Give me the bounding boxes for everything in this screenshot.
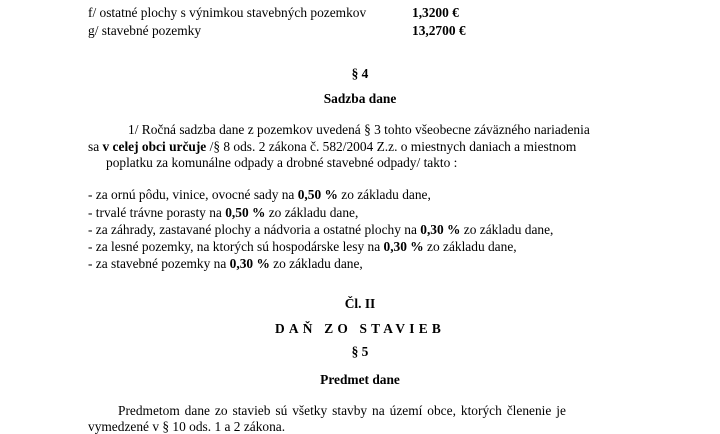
rate-value-g: 13,2700 € — [412, 23, 466, 38]
rate-value: 0,50 % — [297, 187, 338, 202]
article-number: Čl. II — [344, 296, 376, 311]
section-5-number: § 5 — [351, 344, 369, 359]
article-title: DAŇ ZO STAVIEB — [275, 321, 445, 336]
section-4-number: § 4 — [351, 66, 369, 81]
section-5-para-line-2: vymedzené v § 10 ods. 1 a 2 zákona. — [88, 419, 286, 434]
rate-value: 0,30 % — [420, 222, 461, 237]
bold-phrase: v celej obci určuje — [102, 139, 207, 154]
rate-value: 0,30 % — [383, 239, 424, 254]
rate-value: 0,50 % — [225, 205, 266, 220]
section-4-para-line-1: 1/ Ročná sadzba dane z pozemkov uvedená § 3 tohto všeobecne záväzného nariadenia — [128, 122, 590, 137]
section-4-para-line-3: poplatku za komunálne odpady a drobné stavebné odpady/ takto : — [106, 155, 458, 170]
rate-value: 0,30 % — [229, 256, 270, 271]
rate-value-f: 1,3200 € — [412, 5, 459, 20]
list-item: - za stavebné pozemky na 0,30 % zo základu dane, — [88, 256, 363, 271]
list-item: - trvalé trávne porasty na 0,50 % zo základu dane, — [88, 205, 359, 220]
list-item: - za ornú pôdu, vinice, ovocné sady na 0,50 % zo základu dane, — [88, 187, 431, 202]
list-item: - za lesné pozemky, na ktorých sú hospodárske lesy na 0,30 % zo základu dane, — [88, 239, 517, 254]
list-item: - za záhrady, zastavané plochy a nádvoria a ostatné plochy na 0,30 % zo základu dane, — [88, 222, 554, 237]
section-5-title: Predmet dane — [320, 372, 400, 387]
section-4-para-line-2: sa v celej obci určuje /§ 8 ods. 2 zákona č. 582/2004 Z.z. o miestnych daniach a miestnom — [88, 139, 577, 154]
rate-label-g: g/ stavebné pozemky — [88, 23, 202, 38]
section-5-para-line-1: Predmetom dane zo stavieb sú všetky stavby na území obce, ktorých členenie je — [118, 403, 566, 418]
section-4-title: Sadzba dane — [323, 91, 397, 106]
rate-label-f: f/ ostatné plochy s výnimkou stavebných pozemkov — [88, 5, 367, 20]
